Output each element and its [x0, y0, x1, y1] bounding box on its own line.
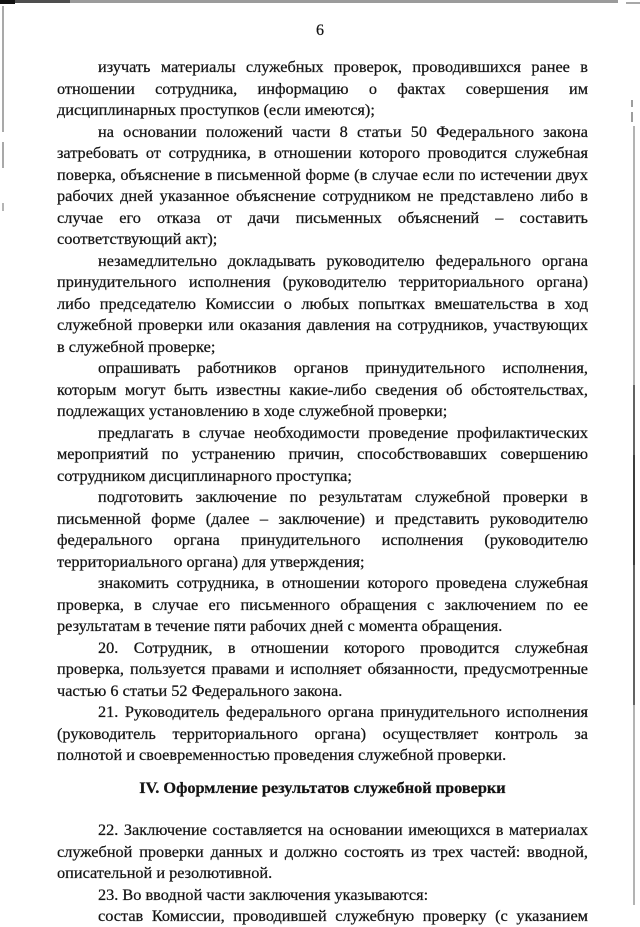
- scan-artifact-left-line-middle: [2, 142, 4, 168]
- section-heading: IV. Оформление результатов служебной проверки: [139, 777, 506, 797]
- paragraph: изучать материалы служебных проверок, проводившихся ранее в отношении сотрудника, информацию о фактах совершения им дисциплинарных проступков (если имеются);: [57, 57, 588, 119]
- paragraph: незамедлительно докладывать руководителю федерального органа принудительного исполнения (руководителю территориального органа) либо председателю Комиссии о любых попытках вмешательства в ход служебной проверки или оказания давления на сотрудников, участвующих в служебной проверке;: [57, 250, 588, 356]
- paragraph: знакомить сотрудника, в отношении которого проведена служебная проверка, в случае его письменного обращения с заключением по ее результатам в течение пяти рабочих дней с момента обращения.: [57, 573, 588, 635]
- paragraph: 21. Руководитель федерального органа принудительного исполнения (руководитель территориального органа) осуществляет контроль за полнотой и своевременностью проведения служебной проверки.: [57, 702, 588, 764]
- scan-artifact-right-tick-upper: [631, 100, 633, 107]
- document-body: [57, 56, 588, 927]
- paragraph-continued-next-page: состав Комиссии, проводившей служебную проверку (с указанием: [98, 906, 588, 925]
- scan-artifact-left-line-lower: [2, 203, 4, 211]
- scan-artifact-right-line: [633, 126, 635, 905]
- paragraph: 20. Сотрудник, в отношении которого проводится служебная проверка, пользуется правами и исполняет обязанности, предусмотренные частью 6 статьи 52 Федерального закона.: [57, 637, 588, 700]
- paragraph: опрашивать работников органов принудительного исполнения, которым могут быть известны какие-либо сведения об обстоятельствах, подлежащих установлению в ходе служебной проверки;: [57, 358, 588, 420]
- scan-artifact-right-line-darker: [633, 455, 635, 565]
- page-number: 6: [316, 22, 324, 39]
- scan-artifact-right-tick-lower: [631, 112, 633, 122]
- scan-artifact-right-line-dark: [633, 385, 635, 705]
- paragraph: подготовить заключение по результатам служебной проверки в письменной форме (далее – заключение) и представить руководителю федерального органа принудительного исполнения (руководителю территориального органа) для утверждения;: [57, 487, 588, 571]
- paragraph: 23. Во вводной части заключения указываются:: [98, 884, 429, 904]
- paragraph: на основании положений части 8 статьи 50 Федерального закона затребовать от сотрудника, в отношении которого проводится служебная поверка, объяснение в письменной форме (в случае если по истечении двух рабочих дней указанное объяснение сотрудником не представлено либо в случае его отказа от дачи письменных объяснений – составить соответствующий акт);: [57, 121, 588, 248]
- paragraph: 22. Заключение составляется на основании имеющихся в материалах служебной проверки данных и должно состоять из трех частей: вводной, описательной и резолютивной.: [57, 820, 588, 882]
- paragraph: предлагать в случае необходимости проведение профилактических мероприятий по устранению причин, способствовавших совершению сотрудником дисциплинарного проступка;: [57, 422, 588, 485]
